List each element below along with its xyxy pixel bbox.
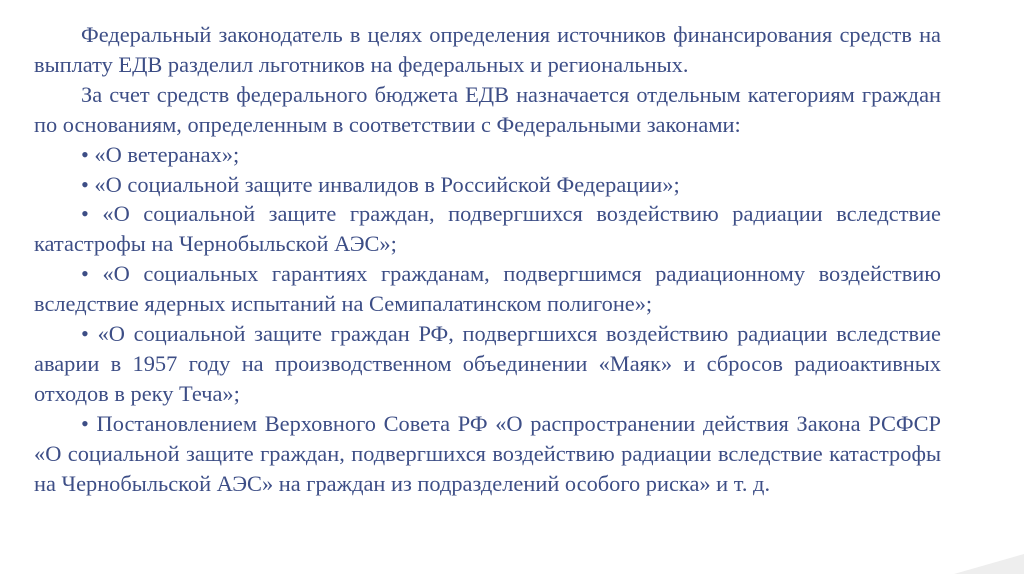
list-item-veterans-law: • «О ветеранах»;	[81, 141, 240, 167]
paragraph-federal-budget: За счет средств федерального бюджета ЕДВ назначается отдельным категориям граждан по основаниям, определенным в соответствии с Федеральными законами:	[34, 81, 941, 137]
list-item-semipalatinsk-law: • «О социальных гарантиях гражданам, подвергшимся радиационному воздействию вследствие ядерных испытаний на Семипалатинском полигоне»;	[34, 261, 941, 317]
list-item-chernobyl-law: • «О социальной защите граждан, подвергшихся воздействию радиации вследствие катастрофы на Чернобыльской АЭС»;	[34, 201, 941, 257]
document-body	[34, 20, 941, 499]
corner-decoration	[954, 554, 1024, 574]
list-item-supreme-council-resolution: • Постановлением Верховного Совета РФ «О распространении действия Закона РСФСР «О социальной защите граждан, подвергшихся воздействию радиации вследствие катастрофы на Чернобыльской АЭС» на граждан из подразделений особого риска» и т. д.	[34, 410, 941, 496]
list-item-mayak-law: • «О социальной защите граждан РФ, подвергшихся воздействию радиации вследствие аварии в 1957 году на производственном объединении «Маяк» и сбросов радиоактивных отходов в реку Теча»;	[34, 321, 941, 406]
list-item-disabled-law: • «О социальной защите инвалидов в Российской Федерации»;	[81, 171, 680, 197]
paragraph-edv-sources: Федеральный законодатель в целях определения источников финансирования средств на выплату ЕДВ разделил льготников на федеральных и региональных.	[34, 22, 941, 77]
